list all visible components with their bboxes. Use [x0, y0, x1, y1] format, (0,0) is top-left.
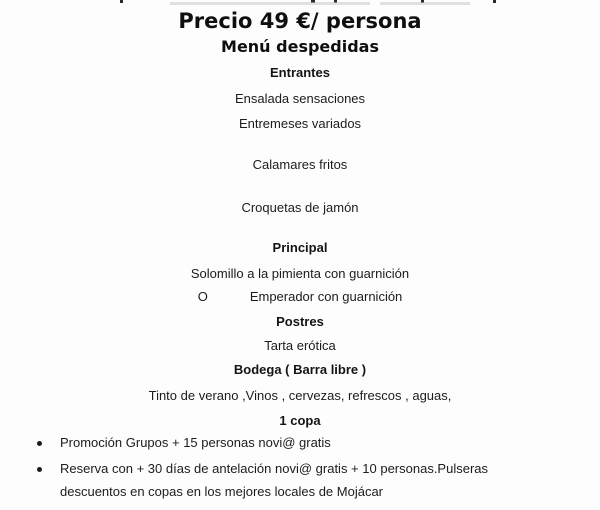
section-heading-postres: Postres — [276, 314, 324, 329]
menu-item: Solomillo a la pimienta con guarnición — [190, 266, 410, 281]
menu-item: Ensalada sensaciones — [234, 91, 366, 106]
price-title: Precio 49 €/ persona — [178, 9, 422, 33]
menu-item: Tarta erótica — [264, 338, 336, 353]
note-text: descuentos en copas en los mejores locales de Mojácar — [60, 484, 384, 499]
note-bullet-2 — [60, 460, 580, 478]
menu-item: Calamares fritos — [252, 157, 348, 172]
menu-item: Entremeses variados — [238, 116, 362, 131]
bullet-icon — [37, 467, 42, 472]
menu-item: Tinto de verano ,Vinos , cervezas, refrescos , aguas, — [148, 388, 452, 403]
copa-label: 1 copa — [279, 413, 321, 428]
section-heading-entrantes: Entrantes — [270, 65, 330, 80]
note-bullet-2-continuation — [60, 483, 580, 501]
section-heading-principal: Principal — [272, 240, 328, 255]
note-text: Reserva con + 30 días de antelación novi@ gratis + 10 personas.Pulseras — [60, 461, 489, 476]
menu-item: Emperador con guarnición — [249, 289, 403, 304]
note-bullet-1 — [60, 434, 580, 452]
menu-item: Croquetas de jamón — [241, 200, 359, 215]
or-label: O — [197, 289, 208, 304]
menu-item-alternative — [0, 288, 600, 306]
menu-subtitle: Menú despedidas — [221, 37, 379, 56]
bullet-icon — [37, 441, 42, 446]
note-text: Promoción Grupos + 15 personas novi@ gratis — [60, 435, 331, 450]
section-heading-bodega: Bodega ( Barra libre ) — [233, 362, 367, 377]
